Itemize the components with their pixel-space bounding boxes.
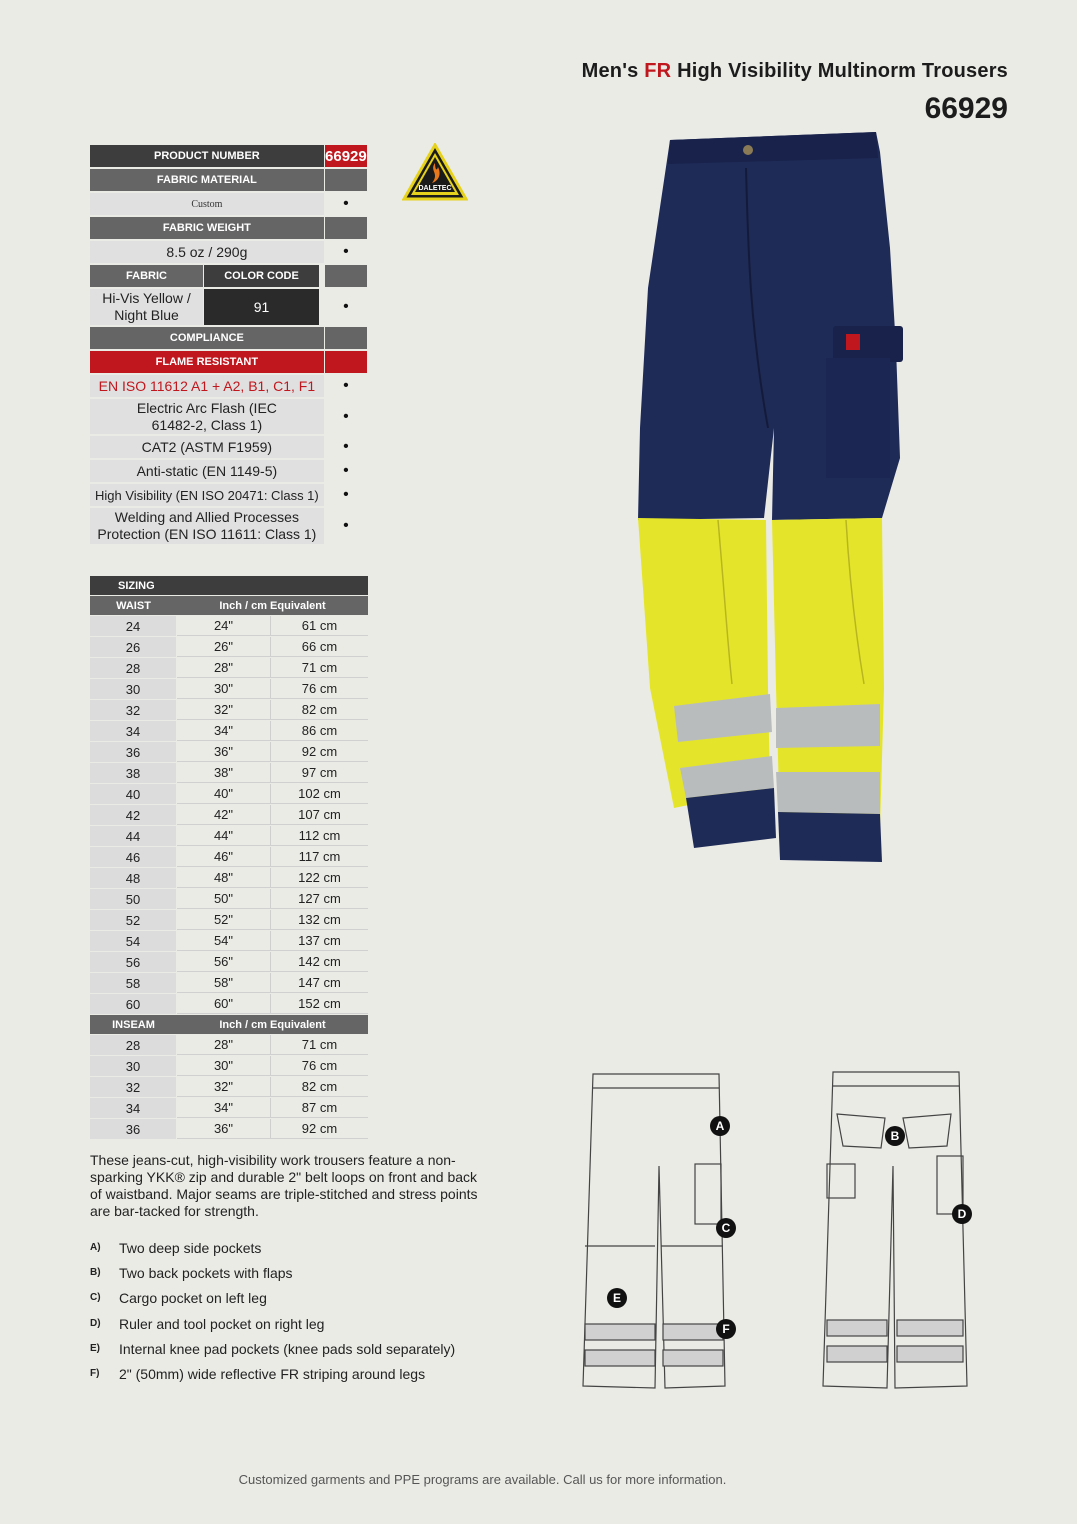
- inch-cell: 52": [177, 910, 271, 930]
- cm-cell: 97 cm: [271, 763, 368, 783]
- inch-cell: 28": [177, 658, 271, 678]
- table-row: [90, 1035, 368, 1055]
- inch-cell: 48": [177, 868, 271, 888]
- size-cell: 32: [90, 1077, 177, 1097]
- waist-label: WAIST: [90, 596, 177, 615]
- feature-item: A) Two deep side pockets: [90, 1240, 262, 1256]
- feature-list: [90, 1240, 510, 1391]
- size-cell: 40: [90, 784, 177, 804]
- cm-cell: 122 cm: [271, 868, 368, 888]
- inch-cell: 46": [177, 847, 271, 867]
- compliance-item: Welding and Allied Processes Protection (EN ISO 11611: Class 1): [90, 508, 324, 544]
- waist-header-row: [90, 596, 368, 615]
- table-row: [90, 952, 368, 972]
- compliance-item: Electric Arc Flash (IEC 61482-2, Class 1): [90, 399, 324, 434]
- fabric-weight: 8.5 oz / 290g: [90, 241, 324, 263]
- color-code: 91: [204, 289, 319, 325]
- size-cell: 54: [90, 931, 177, 951]
- size-cell: 30: [90, 679, 177, 699]
- compliance-item: High Visibility (EN ISO 20471: Class 1): [90, 484, 324, 506]
- size-cell: 36: [90, 742, 177, 762]
- feature-item: E) Internal knee pad pockets (knee pads sold separately): [90, 1340, 456, 1357]
- compliance-item: Anti-static (EN 1149-5): [90, 460, 324, 482]
- bullet: •: [324, 399, 367, 434]
- size-cell: 44: [90, 826, 177, 846]
- inch-cell: 38": [177, 763, 271, 783]
- bullet: •: [324, 436, 367, 458]
- callout-f: F: [722, 1322, 730, 1336]
- feature-item: D) Ruler and tool pocket on right leg: [90, 1315, 325, 1332]
- product-code: 66929: [924, 92, 1008, 125]
- size-cell: 60: [90, 994, 177, 1014]
- cm-cell: 71 cm: [271, 658, 368, 678]
- sizing-title: SIZING: [90, 576, 368, 595]
- sizing-title-row: [90, 576, 368, 595]
- spec-table: [90, 143, 367, 546]
- fabric-weight-label: FABRIC WEIGHT: [90, 217, 324, 239]
- cm-cell: 152 cm: [271, 994, 368, 1014]
- compliance-label: COMPLIANCE: [90, 327, 324, 349]
- table-row: [90, 826, 368, 846]
- feature-item: C) Cargo pocket on left leg: [90, 1290, 267, 1307]
- bullet: •: [324, 508, 367, 544]
- footer-note: Customized garments and PPE programs are available. Call us for more information.: [238, 1472, 727, 1487]
- cm-cell: 92 cm: [271, 742, 368, 762]
- size-cell: 48: [90, 868, 177, 888]
- table-row: [90, 637, 368, 657]
- flame-resistant-label: FLAME RESISTANT: [90, 351, 324, 373]
- size-cell: 36: [90, 1119, 177, 1139]
- inch-cell: 30": [177, 679, 271, 699]
- inch-cell: 58": [177, 973, 271, 993]
- bullet: •: [324, 193, 367, 215]
- inch-cell: 56": [177, 952, 271, 972]
- cm-cell: 147 cm: [271, 973, 368, 993]
- cm-cell: 61 cm: [271, 616, 368, 636]
- size-cell: 30: [90, 1056, 177, 1076]
- table-row: [90, 1077, 368, 1097]
- table-row: [90, 616, 368, 636]
- cm-cell: 66 cm: [271, 637, 368, 657]
- size-cell: 42: [90, 805, 177, 825]
- cm-cell: 82 cm: [271, 700, 368, 720]
- inch-cell: 32": [177, 1077, 271, 1097]
- size-cell: 52: [90, 910, 177, 930]
- callout-c: C: [721, 1221, 731, 1235]
- size-cell: 50: [90, 889, 177, 909]
- product-title: [582, 60, 1008, 83]
- table-row: [90, 805, 368, 825]
- feature-item: F) 2" (50mm) wide reflective FR striping around legs: [90, 1365, 426, 1382]
- bullet: •: [324, 484, 367, 506]
- inch-cell: 36": [177, 742, 271, 762]
- cm-cell: 71 cm: [271, 1035, 368, 1055]
- table-row: [90, 1119, 368, 1139]
- table-row: [90, 1098, 368, 1118]
- callout-d: D: [957, 1207, 967, 1221]
- cm-cell: 82 cm: [271, 1077, 368, 1097]
- callout-b: B: [890, 1129, 900, 1143]
- fabric-material: Custom: [90, 193, 324, 215]
- cm-cell: 117 cm: [271, 847, 368, 867]
- cm-cell: 107 cm: [271, 805, 368, 825]
- sizing-table: [90, 575, 368, 1140]
- size-cell: 28: [90, 658, 177, 678]
- cm-cell: 112 cm: [271, 826, 368, 846]
- fabric-label: FABRIC: [90, 265, 203, 287]
- table-row: [90, 994, 368, 1014]
- product-description: These jeans-cut, high-visibility work trousers feature a non-sparking YKK® zip and durable 2" belt loops on front and back of waistband. Major seams are triple-stitched and stress points are bar-tacked for strength.: [90, 1152, 478, 1219]
- callout-e: E: [612, 1291, 622, 1305]
- cm-cell: 92 cm: [271, 1119, 368, 1139]
- inch-cell: 26": [177, 637, 271, 657]
- inch-cell: 60": [177, 994, 271, 1014]
- compliance-item: CAT2 (ASTM F1959): [90, 436, 324, 458]
- bullet: •: [324, 289, 367, 325]
- cm-cell: 127 cm: [271, 889, 368, 909]
- table-row: [90, 742, 368, 762]
- equiv-label: Inch / cm Equivalent: [177, 596, 368, 615]
- fabric-color: Hi-Vis Yellow / Night Blue: [90, 289, 203, 325]
- inch-cell: 50": [177, 889, 271, 909]
- size-cell: 58: [90, 973, 177, 993]
- title-prefix: Men's: [581, 60, 639, 82]
- daletec-logo: [402, 143, 468, 201]
- cm-cell: 142 cm: [271, 952, 368, 972]
- inch-cell: 36": [177, 1119, 271, 1139]
- cm-cell: 137 cm: [271, 931, 368, 951]
- bullet: •: [324, 241, 367, 263]
- size-cell: 34: [90, 1098, 177, 1118]
- technical-drawing: [575, 1066, 985, 1396]
- callout-a: A: [715, 1119, 725, 1133]
- size-cell: 32: [90, 700, 177, 720]
- inch-cell: 24": [177, 616, 271, 636]
- logo-text: DALETEC: [418, 185, 452, 192]
- size-cell: 26: [90, 637, 177, 657]
- cm-cell: 86 cm: [271, 721, 368, 741]
- inch-cell: 40": [177, 784, 271, 804]
- inch-cell: 30": [177, 1056, 271, 1076]
- size-cell: 46: [90, 847, 177, 867]
- inseam-label: INSEAM: [90, 1015, 177, 1034]
- bullet: •: [324, 375, 367, 397]
- size-cell: 34: [90, 721, 177, 741]
- inch-cell: 34": [177, 721, 271, 741]
- table-row: [90, 784, 368, 804]
- table-row: [90, 910, 368, 930]
- compliance-item: EN ISO 11612 A1 + A2, B1, C1, F1: [90, 375, 324, 397]
- inch-cell: 28": [177, 1035, 271, 1055]
- inch-cell: 44": [177, 826, 271, 846]
- inch-cell: 34": [177, 1098, 271, 1118]
- trousers-photo: [628, 128, 918, 868]
- inch-cell: 32": [177, 700, 271, 720]
- title-fr: FR: [644, 60, 672, 82]
- size-cell: 38: [90, 763, 177, 783]
- table-row: [90, 658, 368, 678]
- table-row: [90, 847, 368, 867]
- feature-item: B) Two back pockets with flaps: [90, 1265, 293, 1282]
- equiv-label: Inch / cm Equivalent: [177, 1015, 368, 1034]
- cm-cell: 87 cm: [271, 1098, 368, 1118]
- table-row: [90, 1056, 368, 1076]
- size-cell: 56: [90, 952, 177, 972]
- cm-cell: 76 cm: [271, 679, 368, 699]
- fabric-material-label: FABRIC MATERIAL: [90, 169, 324, 191]
- inch-cell: 42": [177, 805, 271, 825]
- table-row: [90, 889, 368, 909]
- table-row: [90, 679, 368, 699]
- bullet: •: [324, 460, 367, 482]
- color-code-label: COLOR CODE: [204, 265, 319, 287]
- product-number: 66929: [324, 145, 367, 167]
- table-row: [90, 973, 368, 993]
- size-cell: 28: [90, 1035, 177, 1055]
- cm-cell: 76 cm: [271, 1056, 368, 1076]
- size-cell: 24: [90, 616, 177, 636]
- table-row: [90, 763, 368, 783]
- table-row: [90, 721, 368, 741]
- cm-cell: 102 cm: [271, 784, 368, 804]
- cm-cell: 132 cm: [271, 910, 368, 930]
- inseam-header-row: [90, 1015, 368, 1034]
- product-number-label: PRODUCT NUMBER: [90, 145, 324, 167]
- inch-cell: 54": [177, 931, 271, 951]
- table-row: [90, 700, 368, 720]
- table-row: [90, 931, 368, 951]
- table-row: [90, 868, 368, 888]
- title-suffix: High Visibility Multinorm Trousers: [677, 60, 1008, 82]
